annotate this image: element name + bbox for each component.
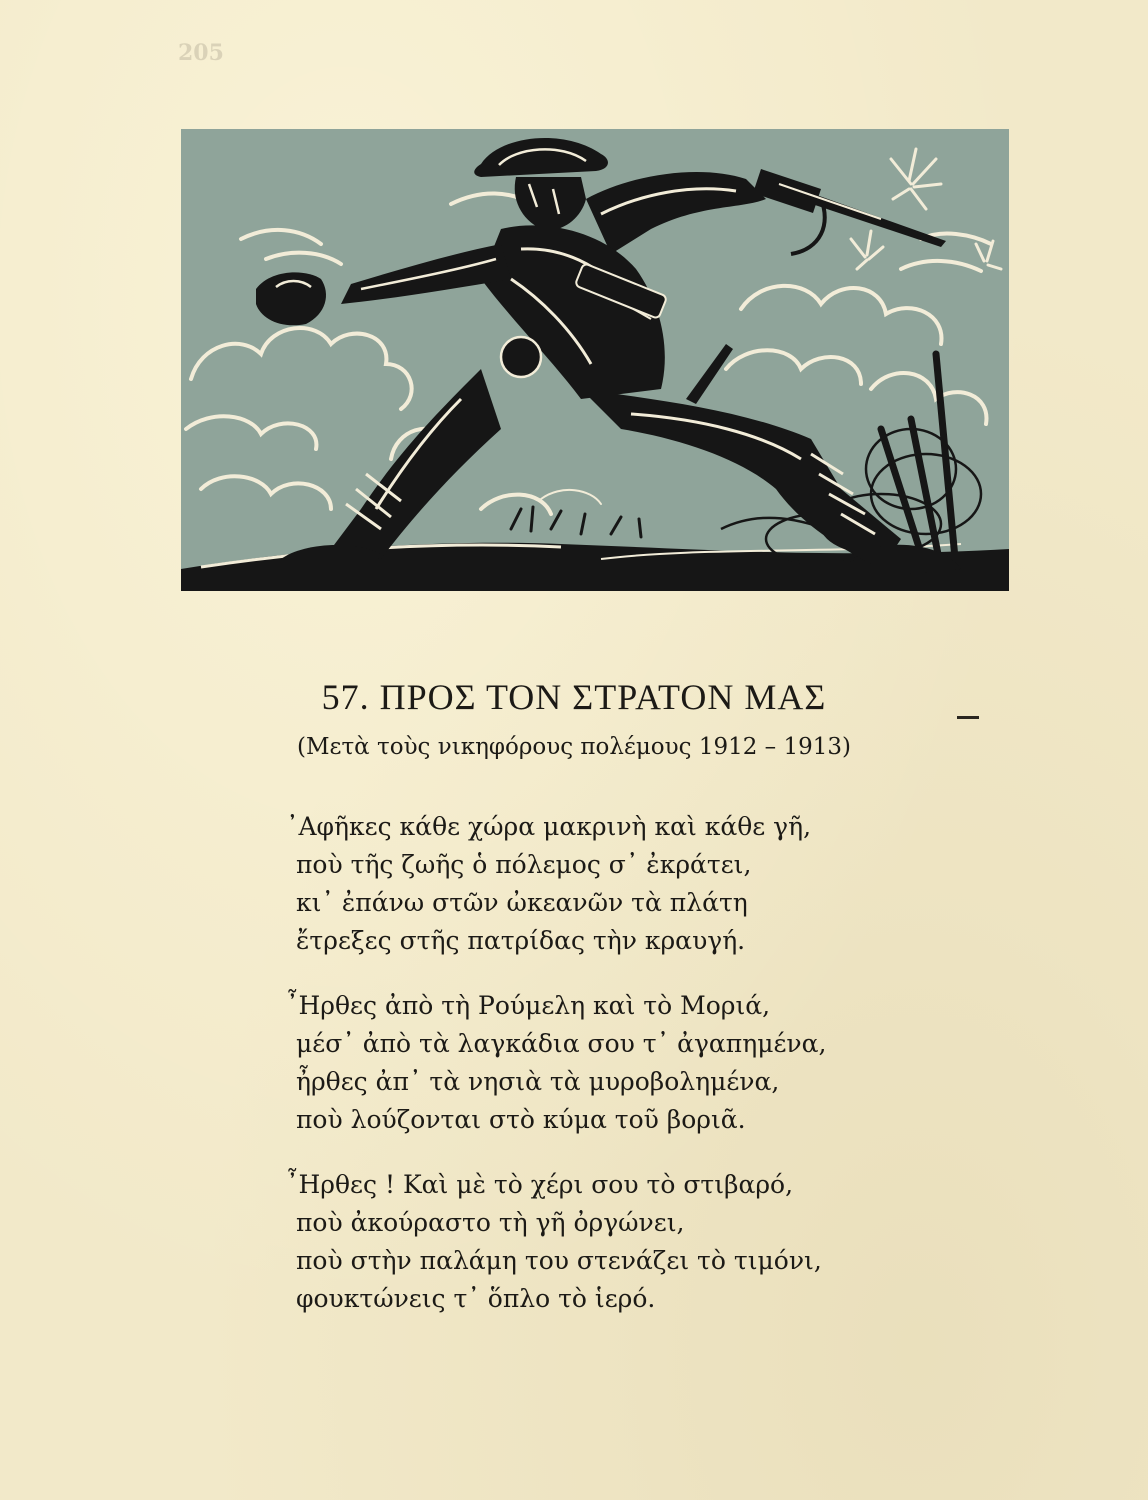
verse-line: ῏Ηρθες ἀπὸ τὴ Ρούμελη καὶ τὸ Μοριά, <box>286 991 771 1020</box>
verse-line: ποὺ ἀκούραστο τὴ γῆ ὀργώνει, <box>296 1208 685 1237</box>
verse-line: ῏Ηρθες ! Καὶ μὲ τὸ χέρι σου τὸ στιβαρό, <box>286 1170 794 1199</box>
stanza-2 <box>286 987 996 1139</box>
bleed-through-mark: 205 <box>178 40 224 66</box>
poem-title-text: ΠΡΟΣ ΤΟΝ ΣΤΡΑΤΟΝ ΜΑΣ <box>379 677 827 717</box>
soldier-illustration <box>181 129 1009 591</box>
verse-line: φουκτώνεις τ᾿ ὅπλο τὸ ἱερό. <box>296 1284 656 1313</box>
verse-line: ποὺ τῆς ζωῆς ὁ πόλεμος σ᾿ ἐκράτει, <box>296 850 752 879</box>
verse-line: ποὺ λούζονται στὸ κύμα τοῦ βοριᾶ. <box>296 1105 746 1134</box>
stanza-3 <box>286 1166 996 1318</box>
verse-line: κι᾿ ἐπάνω στῶν ὠκεανῶν τὰ πλάτη <box>296 888 748 917</box>
verse-line: ἔτρεξες στῆς πατρίδας τὴν κραυγή. <box>296 926 746 955</box>
stanza-1 <box>286 808 996 960</box>
verse-line: μέσ᾿ ἀπὸ τὰ λαγκάδια σου τ᾿ ἀγαπημένα, <box>296 1029 827 1058</box>
verse-line: ἦρθες ἀπ᾿ τὰ νησιὰ τὰ μυροβολημένα, <box>296 1067 780 1096</box>
poem-subtitle: (Μετὰ τοὺς νικηφόρους πολέμους 1912 – 1913) <box>297 734 851 760</box>
poem-title <box>0 676 1148 718</box>
soldier-woodcut-image <box>181 129 1009 591</box>
poem-number: 57. <box>321 677 370 717</box>
poem-body <box>286 808 996 1318</box>
verse-line: ᾿Αφῆκες κάθε χώρα μακρινὴ καὶ κάθε γῆ, <box>286 812 812 841</box>
verse-line: ποὺ στὴν παλάμη του στενάζει τὸ τιμόνι, <box>296 1246 822 1275</box>
